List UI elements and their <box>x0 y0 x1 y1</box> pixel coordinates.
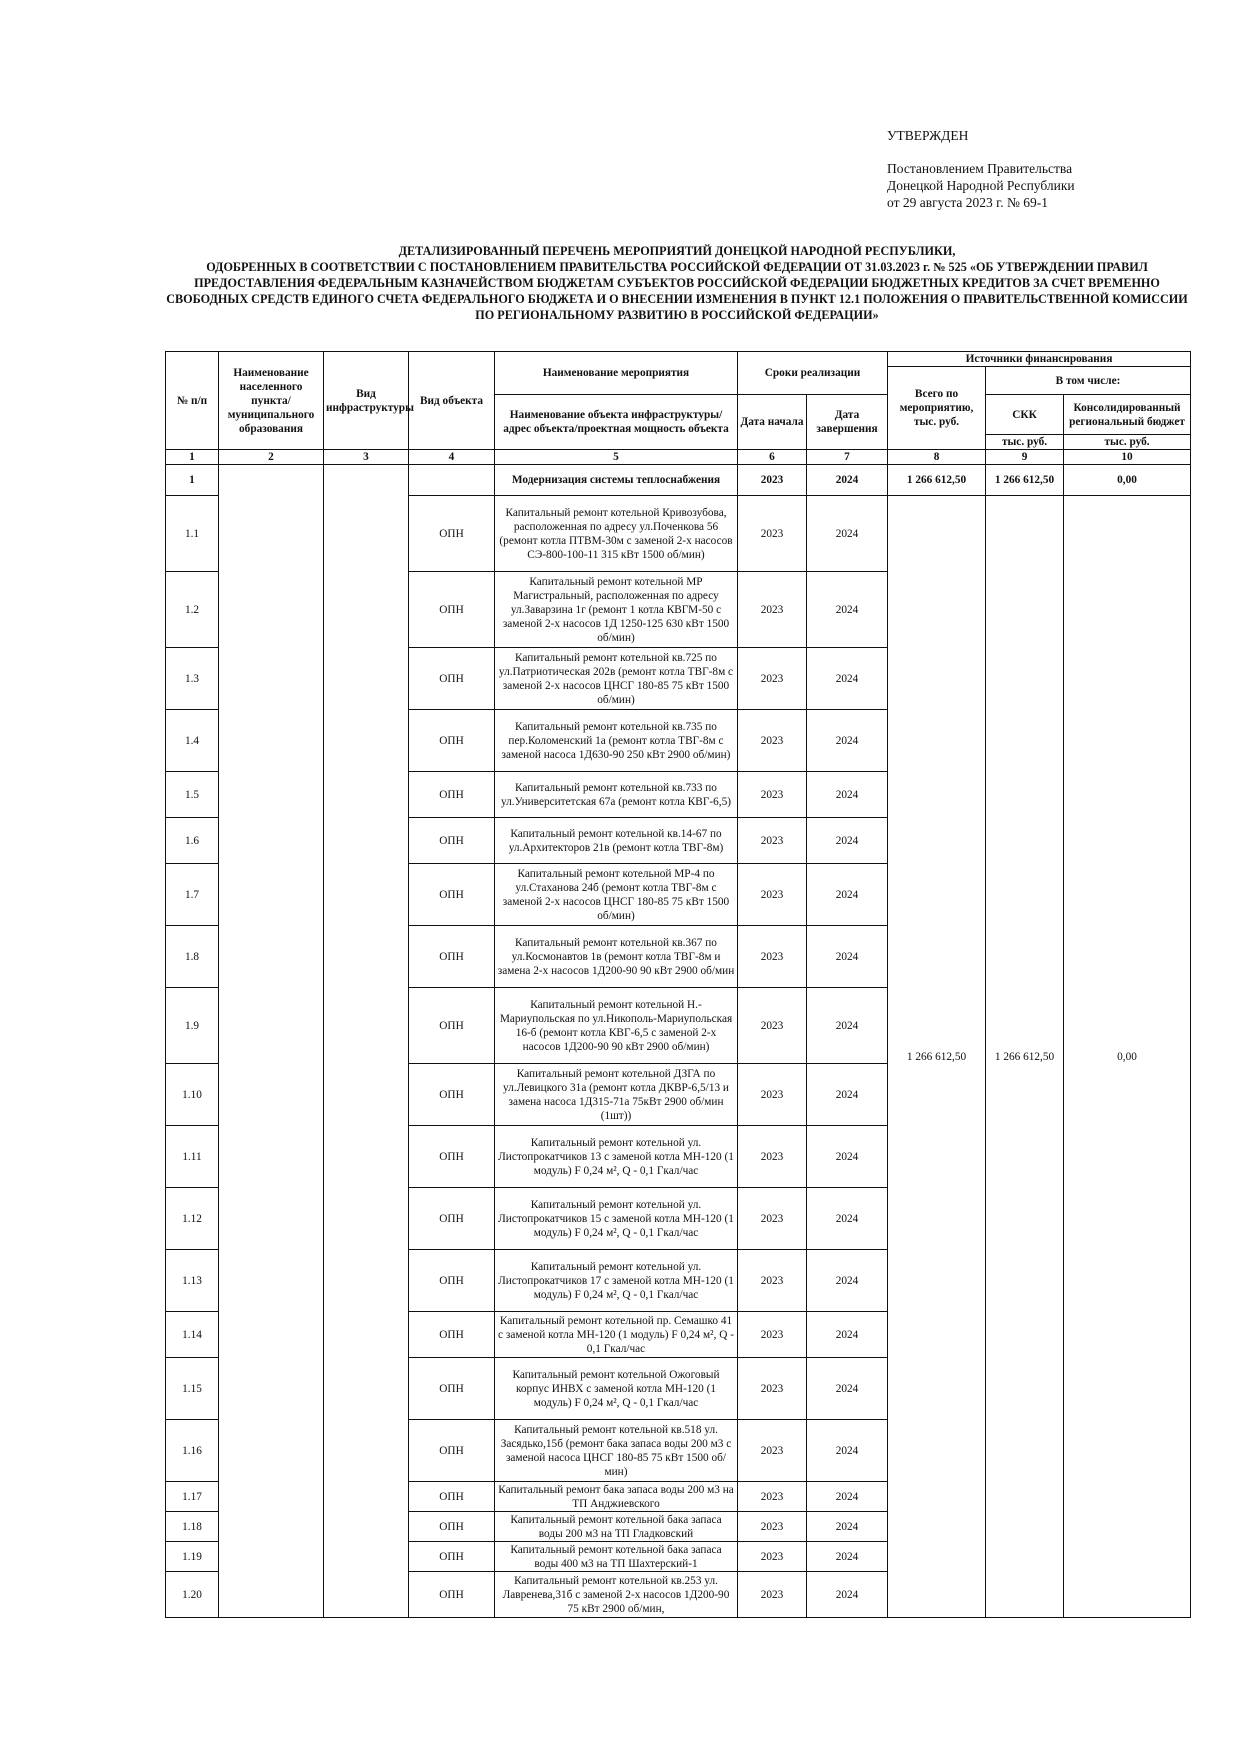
column-number: 7 <box>807 450 888 465</box>
row-description: Капитальный ремонт котельной пр. Семашко 41 с заменой котла МН-120 (1 модуль) F 0,24 м², Q - 0,1 Гкал/час <box>495 1312 738 1358</box>
row-num: 1.4 <box>166 710 219 772</box>
row-description: Капитальный ремонт котельной бака запаса воды 200 м3 на ТП Гладковский <box>495 1512 738 1542</box>
row-num: 1.19 <box>166 1542 219 1572</box>
row-description: Капитальный ремонт котельной ул. Листопрокатчиков 15 с заменой котла МН-120 (1 модуль) F 0,24 м², Q - 0,1 Гкал/час <box>495 1188 738 1250</box>
row-object-type: ОПН <box>409 1572 495 1618</box>
row-num: 1.13 <box>166 1250 219 1312</box>
row-start: 2023 <box>738 988 807 1064</box>
header-settlement: Наименование населенного пункта/ муниципального образования <box>219 352 324 450</box>
object-type-cell <box>409 465 495 496</box>
row-description: Капитальный ремонт котельной кв.367 по ул.Космонавтов 1в (ремонт котла ТВГ-8м и замена 2-х насосов 1Д200-90 90 кВт 2900 об/мин <box>495 926 738 988</box>
row-num: 1.12 <box>166 1188 219 1250</box>
column-number: 2 <box>219 450 324 465</box>
row-object-type: ОПН <box>409 864 495 926</box>
approval-line: Донецкой Народной Республики <box>887 178 1075 193</box>
row-object-type: ОПН <box>409 710 495 772</box>
row-start: 2023 <box>738 818 807 864</box>
row-num: 1.7 <box>166 864 219 926</box>
row-description: Капитальный ремонт котельной ул. Листопрокатчиков 17 с заменой котла МН-120 (1 модуль) F 0,24 м², Q - 0,1 Гкал/час <box>495 1250 738 1312</box>
header-object-type: Вид объекта <box>409 352 495 450</box>
row-object-type: ОПН <box>409 496 495 572</box>
header-num: № п/п <box>166 352 219 450</box>
header-terms: Сроки реализации <box>738 352 888 395</box>
row-description: Капитальный ремонт бака запаса воды 200 м3 на ТП Анджиевского <box>495 1482 738 1512</box>
column-number: 1 <box>166 450 219 465</box>
row-object-type: ОПН <box>409 1188 495 1250</box>
column-number: 8 <box>888 450 986 465</box>
row-end: 2024 <box>807 1482 888 1512</box>
title-line: ПО РЕГИОНАЛЬНОМУ РАЗВИТИЮ В РОССИЙСКОЙ ФЕДЕРАЦИИ» <box>475 308 879 322</box>
row-start: 2023 <box>738 710 807 772</box>
row-start: 2023 <box>738 1572 807 1618</box>
title-line: ОДОБРЕННЫХ В СООТВЕТСТВИИ С ПОСТАНОВЛЕНИЕМ ПРАВИТЕЛЬСТВА РОССИЙСКОЙ ФЕДЕРАЦИИ ОТ 31.03.2023 г. № 525 «ОБ УТВЕРЖДЕНИИ ПРАВИЛ <box>206 260 1148 274</box>
row-description: Капитальный ремонт котельной ул. Листопрокатчиков 13 с заменой котла МН-120 (1 модуль) F 0,24 м², Q - 0,1 Гкал/час <box>495 1126 738 1188</box>
row-end: 2024 <box>807 1572 888 1618</box>
header-skk: СКК <box>986 395 1064 435</box>
header-sources: Источники финансирования <box>888 352 1191 367</box>
infra-type-cell <box>324 465 409 1618</box>
row-start: 2023 <box>738 1358 807 1420</box>
settlement-cell <box>219 465 324 1618</box>
section-end: 2024 <box>807 465 888 496</box>
row-description: Капитальный ремонт котельной Ожоговый корпус ИНВХ с заменой котла МН-120 (1 модуль) F 0,24 м², Q - 0,1 Гкал/час <box>495 1358 738 1420</box>
section-total: 1 266 612,50 <box>888 465 986 496</box>
row-object-type: ОПН <box>409 572 495 648</box>
row-start: 2023 <box>738 926 807 988</box>
column-number: 4 <box>409 450 495 465</box>
row-num: 1.15 <box>166 1358 219 1420</box>
header-total: Всего по мероприятию, тыс. руб. <box>888 367 986 450</box>
column-number: 6 <box>738 450 807 465</box>
approval-stamp: УТВЕРЖДЕН <box>887 128 969 143</box>
row-object-type: ОПН <box>409 648 495 710</box>
row-start: 2023 <box>738 1250 807 1312</box>
row-object-type: ОПН <box>409 1358 495 1420</box>
merged-regional: 0,00 <box>1064 496 1191 1618</box>
column-number: 5 <box>495 450 738 465</box>
row-object-type: ОПН <box>409 988 495 1064</box>
merged-skk: 1 266 612,50 <box>986 496 1064 1618</box>
title-line: ПРЕДОСТАВЛЕНИЯ ФЕДЕРАЛЬНЫМ КАЗНАЧЕЙСТВОМ БЮДЖЕТАМ СУБЪЕКТОВ РОССИЙСКОЙ ФЕДЕРАЦИИ БЮДЖЕТНЫХ КРЕДИТОВ ЗА СЧЕТ ВРЕМЕННО <box>194 276 1160 290</box>
row-start: 2023 <box>738 772 807 818</box>
row-end: 2024 <box>807 1512 888 1542</box>
section-regional: 0,00 <box>1064 465 1191 496</box>
row-object-type: ОПН <box>409 772 495 818</box>
header-unit-regional: тыс. руб. <box>1064 435 1191 450</box>
document-title <box>165 243 1189 323</box>
row-object-type: ОПН <box>409 818 495 864</box>
header-object-name: Наименование объекта инфраструктуры/адрес объекта/проектная мощность объекта <box>495 395 738 450</box>
header-regional: Консолидированный региональный бюджет <box>1064 395 1191 435</box>
header-unit-skk: тыс. руб. <box>986 435 1064 450</box>
row-description: Капитальный ремонт котельной кв.14-67 по ул.Архитекторов 21в (ремонт котла ТВГ-8м) <box>495 818 738 864</box>
row-description: Капитальный ремонт котельной Кривозубова, расположенная по адресу ул.Поченкова 56 (ремонт котла ПТВМ-30м с заменой 2-х насосов СЭ-800-100-11 315 кВт 1500 об/мин) <box>495 496 738 572</box>
row-object-type: ОПН <box>409 926 495 988</box>
row-object-type: ОПН <box>409 1512 495 1542</box>
row-end: 2024 <box>807 1358 888 1420</box>
row-num: 1.17 <box>166 1482 219 1512</box>
section-num: 1 <box>166 465 219 496</box>
row-num: 1.5 <box>166 772 219 818</box>
row-start: 2023 <box>738 1312 807 1358</box>
row-end: 2024 <box>807 496 888 572</box>
row-description: Капитальный ремонт котельной кв.733 по ул.Университетская 67а (ремонт котла КВГ-6,5) <box>495 772 738 818</box>
row-start: 2023 <box>738 1482 807 1512</box>
section-row <box>166 465 1191 496</box>
row-start: 2023 <box>738 1420 807 1482</box>
row-end: 2024 <box>807 1250 888 1312</box>
header-end: Дата завершения <box>807 395 888 450</box>
section-skk: 1 266 612,50 <box>986 465 1064 496</box>
row-description: Капитальный ремонт котельной бака запаса воды 400 м3 на ТП Шахтерский-1 <box>495 1542 738 1572</box>
row-start: 2023 <box>738 1126 807 1188</box>
row-num: 1.10 <box>166 1064 219 1126</box>
header-including: В том числе: <box>986 367 1191 395</box>
row-start: 2023 <box>738 496 807 572</box>
row-start: 2023 <box>738 1064 807 1126</box>
row-num: 1.1 <box>166 496 219 572</box>
row-num: 1.3 <box>166 648 219 710</box>
row-start: 2023 <box>738 572 807 648</box>
row-end: 2024 <box>807 1188 888 1250</box>
approval-block <box>887 127 1075 211</box>
column-number: 10 <box>1064 450 1191 465</box>
row-num: 1.6 <box>166 818 219 864</box>
row-description: Капитальный ремонт котельной МР-4 по ул.Стаханова 24б (ремонт котла ТВГ-8м с заменой 2-х насосов ЦНСГ 180-85 75 кВт 1500 об/мин) <box>495 864 738 926</box>
row-end: 2024 <box>807 772 888 818</box>
row-end: 2024 <box>807 818 888 864</box>
row-num: 1.20 <box>166 1572 219 1618</box>
row-end: 2024 <box>807 648 888 710</box>
column-number: 9 <box>986 450 1064 465</box>
row-num: 1.18 <box>166 1512 219 1542</box>
row-start: 2023 <box>738 1188 807 1250</box>
row-object-type: ОПН <box>409 1126 495 1188</box>
row-end: 2024 <box>807 1126 888 1188</box>
row-start: 2023 <box>738 1542 807 1572</box>
row-description: Капитальный ремонт котельной Н.-Мариупольская по ул.Никополь-Мариупольская 16-б (ремонт котла КВГ-6,5 с заменой 2-х насосов 1Д200-90 90 кВт 2900 об/мин) <box>495 988 738 1064</box>
events-table <box>165 351 1191 1618</box>
row-num: 1.8 <box>166 926 219 988</box>
merged-total: 1 266 612,50 <box>888 496 986 1618</box>
row-description: Капитальный ремонт котельной кв.518 ул. Засядько,15б (ремонт бака запаса воды 200 м3 с заменой насоса ЦНСГ 180-85 75 кВт 1500 об/мин) <box>495 1420 738 1482</box>
title-line: СВОБОДНЫХ СРЕДСТВ ЕДИНОГО СЧЕТА ФЕДЕРАЛЬНОГО БЮДЖЕТА И О ВНЕСЕНИИ ИЗМЕНЕНИЯ В ПУНКТ 12.1 ПОЛОЖЕНИЯ О ПРАВИТЕЛЬСТВЕННОЙ КОМИССИИ <box>166 292 1188 306</box>
row-end: 2024 <box>807 864 888 926</box>
row-object-type: ОПН <box>409 1420 495 1482</box>
section-start: 2023 <box>738 465 807 496</box>
header-event-name: Наименование мероприятия <box>495 352 738 395</box>
row-end: 2024 <box>807 572 888 648</box>
row-start: 2023 <box>738 648 807 710</box>
row-start: 2023 <box>738 864 807 926</box>
row-description: Капитальный ремонт котельной кв.253 ул. Лавренева,31б с заменой 2-х насосов 1Д200-90 75 кВт 2900 об/мин, <box>495 1572 738 1618</box>
row-object-type: ОПН <box>409 1482 495 1512</box>
row-description: Капитальный ремонт котельной МР Магистральный, расположенная по адресу ул.Заварзина 1г (ремонт 1 котла КВГМ-50 с заменой 2-х насосов 1Д 1250-125 630 кВт 1500 об/мин) <box>495 572 738 648</box>
row-description: Капитальный ремонт котельной кв.725 по ул.Патриотическая 202в (ремонт котла ТВГ-8м с заменой 2-х насосов ЦНСГ 180-85 75 кВт 1500 об/мин) <box>495 648 738 710</box>
row-num: 1.2 <box>166 572 219 648</box>
row-num: 1.9 <box>166 988 219 1064</box>
approval-line: от 29 августа 2023 г. № 69-1 <box>887 195 1048 210</box>
row-end: 2024 <box>807 710 888 772</box>
row-num: 1.16 <box>166 1420 219 1482</box>
row-object-type: ОПН <box>409 1250 495 1312</box>
header-start: Дата начала <box>738 395 807 450</box>
title-line: ДЕТАЛИЗИРОВАННЫЙ ПЕРЕЧЕНЬ МЕРОПРИЯТИЙ ДОНЕЦКОЙ НАРОДНОЙ РЕСПУБЛИКИ, <box>398 244 956 258</box>
row-description: Капитальный ремонт котельной ДЗГА по ул.Левицкого 31а (ремонт котла ДКВР-6,5/13 и замена насоса 1Д315-71а 75кВт 2900 об/мин (1шт)) <box>495 1064 738 1126</box>
column-number: 3 <box>324 450 409 465</box>
row-num: 1.14 <box>166 1312 219 1358</box>
row-end: 2024 <box>807 1064 888 1126</box>
section-name: Модернизация системы теплоснабжения <box>495 465 738 496</box>
row-object-type: ОПН <box>409 1064 495 1126</box>
row-end: 2024 <box>807 1542 888 1572</box>
row-end: 2024 <box>807 1420 888 1482</box>
row-object-type: ОПН <box>409 1312 495 1358</box>
approval-line: Постановлением Правительства <box>887 161 1073 176</box>
row-start: 2023 <box>738 1512 807 1542</box>
header-infra-type: Вид инфраструктуры <box>324 352 409 450</box>
row-end: 2024 <box>807 1312 888 1358</box>
row-num: 1.11 <box>166 1126 219 1188</box>
row-description: Капитальный ремонт котельной кв.735 по пер.Коломенский 1а (ремонт котла ТВГ-8м с заменой насоса 1Д630-90 250 кВт 2900 об/мин) <box>495 710 738 772</box>
row-end: 2024 <box>807 926 888 988</box>
row-end: 2024 <box>807 988 888 1064</box>
row-object-type: ОПН <box>409 1542 495 1572</box>
